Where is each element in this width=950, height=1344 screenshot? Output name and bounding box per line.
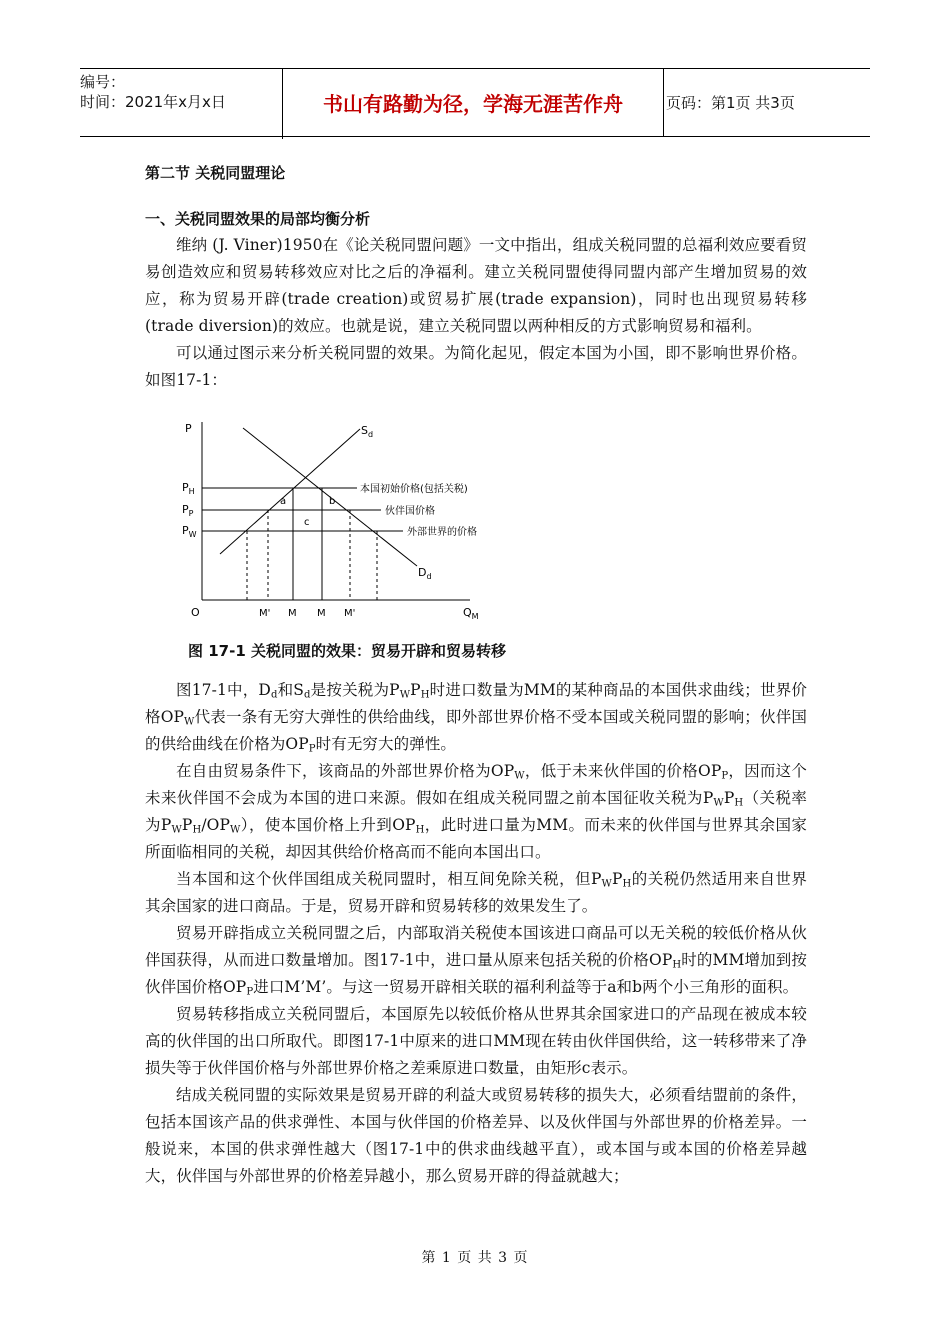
paragraph-1: 维纳 (J. Viner)1950在《论关税同盟问题》一文中指出，组成关税同盟的总福利效应要看贸易创造效应和贸易转移效应对比之后的净福利。建立关税同盟使得同盟内部产生增加贸易的效应，称为贸易开辟(trade creation)或贸易扩展(trade expansion)，同时也出现贸易转移(trade diversion)的效应。也就是说，建立关税同盟以两种相反的方式影响贸易和福利。 bbox=[145, 236, 807, 335]
document-number-label: 编号： bbox=[80, 73, 126, 91]
price-label-world: $P_W$ bbox=[182, 524, 197, 539]
tick-m-prime-left: M' bbox=[259, 608, 271, 619]
price-label-home: $P_H$ bbox=[182, 481, 195, 496]
paragraph-8: 结成关税同盟的实际效果是贸易开辟的利益大或贸易转移的损失大，必须看结盟前的条件，包括本国该产品的供求弹性、本国与伙伴国的价格差异、以及伙伴国与外部世界的价格差异。一般说来，本国的供求弹性越大（图17-1中的供求曲线越平直），或本国与或本国的价格差异越大，伙伴国与外部世界的价格差异越小，那么贸易开辟的得益就越大； bbox=[145, 1086, 807, 1185]
axis-label-o: O bbox=[191, 606, 200, 619]
figure-17-1 bbox=[145, 404, 807, 634]
axis-label-q: $Q_M$ bbox=[463, 606, 479, 621]
demand-curve-label: $D_d$ bbox=[418, 566, 432, 581]
paragraph-5: 当本国和这个伙伴国组成关税同盟时，相互间免除关税，但$P_WP_H$的关税仍然适用来自世界其余国家的进口商品。于是，贸易开辟和贸易转移的效果发生了。 bbox=[145, 870, 807, 915]
document-body bbox=[145, 160, 807, 1190]
area-a-label: a bbox=[280, 496, 287, 507]
tick-m-prime-right: M' bbox=[344, 608, 356, 619]
tick-m-left: M bbox=[288, 608, 297, 619]
world-price-description: 外部世界的价格 bbox=[407, 527, 477, 538]
supply-curve-label: $S_d$ bbox=[361, 424, 374, 439]
paragraph-4: 在自由贸易条件下，该商品的外部世界价格为$OP_W$，低于未来伙伴国的价格$OP_P$，因而这个未来伙伴国不会成为本国的进口来源。假如在组成关税同盟之前本国征收关税为$P_WP_H$（关税率为$P_WP_H/OP_W$），使本国价格上升到$OP_H$，此时进口量为MM。而未来的伙伴国与世界其余国家所面临相同的关税，却因其供给价格高而不能向本国出口。 bbox=[145, 762, 807, 861]
tariff-union-diagram bbox=[145, 404, 545, 634]
section-title: 第二节 关税同盟理论 bbox=[145, 164, 286, 182]
home-price-description: 本国初始价格(包括关税) bbox=[360, 484, 468, 495]
area-b-label: b bbox=[329, 496, 336, 507]
partner-price-description: 伙伴国价格 bbox=[385, 506, 435, 517]
paragraph-3: 图17-1中，$D_d$和$S_d$是按关税为$P_WP_H$时进口数量为MM的某种商品的本国供求曲线；世界价格$OP_W$代表一条有无穷大弹性的供给曲线，即外部世界价格不受本国或关税同盟的影响；伙伴国的供给曲线在价格为$OP_P$时有无穷大的弹性。 bbox=[145, 681, 808, 755]
axis-label-p: P bbox=[185, 422, 192, 435]
document-time-label: 时间：2021年x月x日 bbox=[80, 93, 226, 111]
paragraph-2: 可以通过图示来分析关税同盟的效果。为简化起见，假定本国为小国，即不影响世界价格。如图17-1： bbox=[145, 344, 807, 389]
price-label-partner: $P_P$ bbox=[182, 503, 194, 518]
header-motto: 书山有路勤为径，学海无涯苦作舟 bbox=[283, 69, 664, 136]
page-header bbox=[80, 68, 870, 137]
area-c-label: c bbox=[304, 517, 310, 528]
header-page-label: 页码：第1页 共3页 bbox=[666, 94, 795, 112]
tick-m-right: M bbox=[317, 608, 326, 619]
header-info-cell bbox=[80, 69, 283, 139]
page-footer: 第 1 页 共 3 页 bbox=[421, 1250, 529, 1266]
subsection-title: 一、关税同盟效果的局部均衡分析 bbox=[145, 210, 371, 228]
figure-caption: 图 17-1 关税同盟的效果：贸易开辟和贸易转移 bbox=[188, 642, 506, 660]
supply-curve bbox=[220, 429, 360, 554]
paragraph-7: 贸易转移指成立关税同盟后，本国原先以较低价格从世界其余国家进口的产品现在被成本较高的伙伴国的出口所取代。即图17-1中原来的进口MM现在转由伙伴国供给，这一转移带来了净损失等于伙伴国价格与外部世界价格之差乘原进口数量，由矩形c表示。 bbox=[145, 1005, 807, 1077]
paragraph-6: 贸易开辟指成立关税同盟之后，内部取消关税使本国该进口商品可以无关税的较低价格从伙伴国获得，从而进口数量增加。图17-1中，进口量从原来包括关税的价格$OP_H$时的MM增加到按伙伴国价格$OP_P$进口M’M’。与这一贸易开辟相关联的福利利益等于a和b两个小三角形的面积。 bbox=[145, 924, 808, 998]
